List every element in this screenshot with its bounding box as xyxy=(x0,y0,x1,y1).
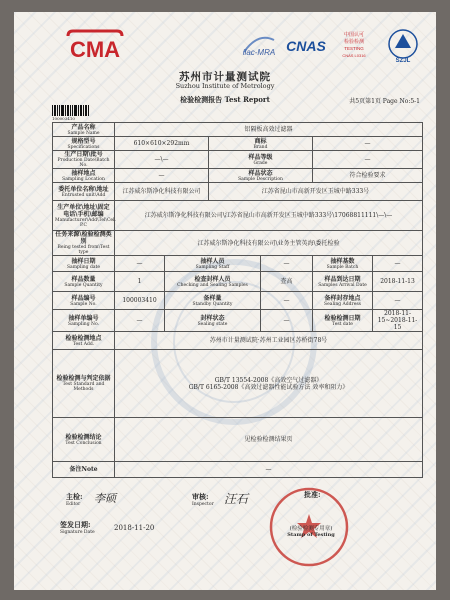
barcode-number: 100003410 xyxy=(52,116,75,121)
value-prod-date: —\— xyxy=(115,151,209,169)
value-arrival: 2018-11-13 xyxy=(373,272,423,292)
label-spare-qty: 备样量 xyxy=(203,294,222,302)
label-task-source: 任务来源\检验检测类别 xyxy=(55,231,112,245)
report-sheet xyxy=(14,12,436,590)
cnas-icon xyxy=(282,34,330,56)
label-conclusion-en: Test Conclusion xyxy=(65,440,102,446)
row-sealed-date xyxy=(53,310,423,332)
value-seal-status: — xyxy=(261,310,313,332)
value-test-loc: 苏州市计量测试院·苏州工业园区苏桥街78号 xyxy=(115,332,423,350)
value-spare-qty: — xyxy=(261,292,313,310)
label-sampler-en: Sampling Staff xyxy=(195,264,230,270)
svg-text:TESTING: TESTING xyxy=(344,46,364,51)
label-checker: 检查封样人员 xyxy=(194,275,231,283)
value-sealed-date: — xyxy=(115,310,165,332)
value-manufacturer: 江苏威尔斯净化科技有限公司\江苏省昆山市高新开发区玉城中路333号\17068811111\—\— xyxy=(115,201,423,231)
value-grade: — xyxy=(313,151,423,169)
row-entrust-unit xyxy=(53,183,423,201)
label-quantity-en: Sample Quantity xyxy=(64,282,103,288)
value-task-source: 江苏威尔斯净化科技有限公司\业务主管英海\委托检验 xyxy=(115,231,423,256)
label-sealed-date-en: Sampling No. xyxy=(68,321,99,327)
szjl-icon xyxy=(383,28,423,64)
sign-date-label xyxy=(60,520,95,535)
row-sampling-loc xyxy=(53,169,423,183)
label-manufacturer: 生产单位\地址\固定电话\手机\邮编 xyxy=(57,203,110,218)
value-standard-line1: GB/T 13554-2008《高效空气过滤器》 xyxy=(214,376,323,384)
label-prod-date-en: Production Date\Batch No. xyxy=(57,158,110,168)
inspector-label-cn: 审核: xyxy=(192,492,209,501)
value-sample-base: — xyxy=(373,256,423,272)
svg-text:SZJL: SZJL xyxy=(395,58,411,64)
value-entrust-name: 江苏威尔斯净化科技有限公司 xyxy=(115,183,209,201)
value-conclusion: 见检验检测结果页 xyxy=(115,418,423,462)
label-conclusion: 检验检测结论 xyxy=(65,433,102,441)
label-sample-base: 抽样基数 xyxy=(330,257,355,265)
value-product-name: 铝隔板高效过滤器 xyxy=(115,123,423,137)
label-sampling-loc-en: Sampling Location xyxy=(62,176,105,182)
label-seal-status: 封样状态 xyxy=(200,314,225,322)
label-spare-qty-en: Standby Quantity xyxy=(192,301,233,307)
label-sampling-loc: 抽样地点 xyxy=(71,169,96,177)
inspector-label-en: Inspector xyxy=(192,502,214,507)
row-spec xyxy=(53,137,423,151)
label-sampling-date-en: Sampling date xyxy=(66,264,101,270)
label-arrival: 样品到达日期 xyxy=(324,275,361,283)
value-quantity: 1 xyxy=(115,272,165,292)
seal-text-en: Stamp of Testing xyxy=(287,532,335,538)
row-sampling-date xyxy=(53,256,423,272)
report-table xyxy=(52,122,423,478)
label-sampler: 抽样人员 xyxy=(200,257,225,265)
svg-text:中国认可: 中国认可 xyxy=(343,32,365,38)
row-product-name xyxy=(53,123,423,137)
value-sampling-date: — xyxy=(115,256,165,272)
value-seal-addr: — xyxy=(373,292,423,310)
label-sealed-date: 抽样单编号 xyxy=(68,314,99,322)
label-grade-en: Grade xyxy=(253,160,268,166)
label-entrust-unit-en: Entrusted unit\Add xyxy=(61,192,106,198)
inspector-label xyxy=(192,492,214,507)
label-seal-status-en: Sealing state xyxy=(197,321,228,327)
value-standard-line2: GB/T 6165-2008《高效过滤器性能试验方法 效率和阻力》 xyxy=(188,383,349,391)
row-sample-no xyxy=(53,292,423,310)
accreditation-logos xyxy=(238,26,428,66)
value-note: — xyxy=(115,462,423,478)
label-sample-base-en: Sample Batch xyxy=(326,264,359,270)
svg-text:ilac-MRA: ilac-MRA xyxy=(242,48,276,57)
row-test-loc xyxy=(53,332,423,350)
row-prod-date xyxy=(53,151,423,169)
row-manufacturer xyxy=(53,201,423,231)
label-spec-en: Specifications xyxy=(67,144,100,150)
value-spec: 610×610×292mm xyxy=(115,137,209,151)
row-standard xyxy=(53,350,423,418)
value-test-date: 2018-11-15~2018-11-15 xyxy=(373,310,423,332)
sign-date-label-en: Signature Date xyxy=(60,530,95,535)
label-brand-en: Brand xyxy=(253,144,268,150)
value-sample-status: 符合检验要求 xyxy=(313,169,423,183)
label-task-source-en: Being tested from\Test type xyxy=(57,245,110,255)
label-sample-status-en: Sample Description xyxy=(238,176,283,182)
value-sample-no: 100003410 xyxy=(115,292,165,310)
svg-text:检验检测: 检验检测 xyxy=(343,39,365,45)
label-product-name: 产品名称 xyxy=(71,123,96,131)
cnas-testing-icon xyxy=(333,28,375,64)
svg-text:CMA: CMA xyxy=(69,37,121,62)
row-note xyxy=(53,462,423,478)
label-test-loc: 检验检测地点 xyxy=(65,334,102,342)
label-note: 备注Note xyxy=(69,466,98,473)
inspector-signature: 汪石 xyxy=(224,492,249,506)
label-entrust-unit: 委托单位名称\地址 xyxy=(58,185,109,193)
label-arrival-en: Samples Arrival Date xyxy=(318,282,367,288)
label-sample-no-en: Sample No. xyxy=(70,301,97,307)
report-title: 检验检测报告 Test Report xyxy=(180,95,270,104)
cma-logo-icon xyxy=(64,28,126,62)
label-standard: 检验检测与判定依据 xyxy=(56,375,111,382)
label-brand: 商标 xyxy=(254,137,267,145)
barcode-icon xyxy=(52,105,90,116)
label-sample-status: 样品状态 xyxy=(248,169,273,177)
institute-name-en: Suzhou Institute of Metrology xyxy=(175,82,275,90)
label-product-name-en: Sample Name xyxy=(67,130,100,136)
approver-label: 批准: xyxy=(304,490,321,499)
label-seal-addr: 备样封存地点 xyxy=(324,294,361,302)
label-sample-no: 样品编号 xyxy=(71,294,96,302)
institute-name-cn: 苏州市计量测试院 xyxy=(179,71,271,83)
editor-label-cn: 主检: xyxy=(66,492,83,501)
label-standard-en: Test Standard and Methods xyxy=(62,382,105,392)
value-checker: 查高 xyxy=(261,272,313,292)
row-task-source xyxy=(53,231,423,256)
svg-text:CNAS L0316: CNAS L0316 xyxy=(342,53,366,58)
editor-label-en: Editor xyxy=(66,502,81,507)
page-number: 共5页第1页 Page No:5-1 xyxy=(349,98,420,105)
label-sampling-date: 抽样日期 xyxy=(71,257,96,265)
value-sampler: — xyxy=(261,256,313,272)
seal-text-cn: (检验检测专用章) xyxy=(289,526,333,532)
label-spec: 规格型号 xyxy=(71,137,96,145)
label-test-date: 检验检测日期 xyxy=(324,314,361,322)
label-checker-en: Checking and Sealing Samples xyxy=(177,282,248,288)
label-seal-addr-en: Sealing Address xyxy=(324,301,361,307)
label-manufacturer-en: Manufacturer\Add\Tel\Cel. P.C xyxy=(55,217,116,228)
svg-text:CNAS: CNAS xyxy=(286,38,326,54)
row-quantity xyxy=(53,272,423,292)
sign-date: 2018-11-20 xyxy=(114,524,155,532)
editor-signature: 李硕 xyxy=(94,492,116,505)
sign-date-label-cn: 签发日期: xyxy=(60,520,91,529)
row-conclusion xyxy=(53,418,423,462)
ilac-mra-icon xyxy=(238,30,280,60)
value-brand: — xyxy=(313,137,423,151)
label-test-date-en: Test date xyxy=(332,321,353,327)
label-prod-date: 生产日期\批号 xyxy=(64,151,103,158)
label-quantity: 样品数量 xyxy=(71,275,96,283)
value-entrust-addr: 江苏省昆山市高新开发区玉城中路333号 xyxy=(209,183,423,201)
editor-label xyxy=(66,492,83,507)
value-sampling-loc: — xyxy=(115,169,209,183)
label-grade: 样品等级 xyxy=(248,153,273,161)
label-test-loc-en: Test Add. xyxy=(72,341,95,347)
